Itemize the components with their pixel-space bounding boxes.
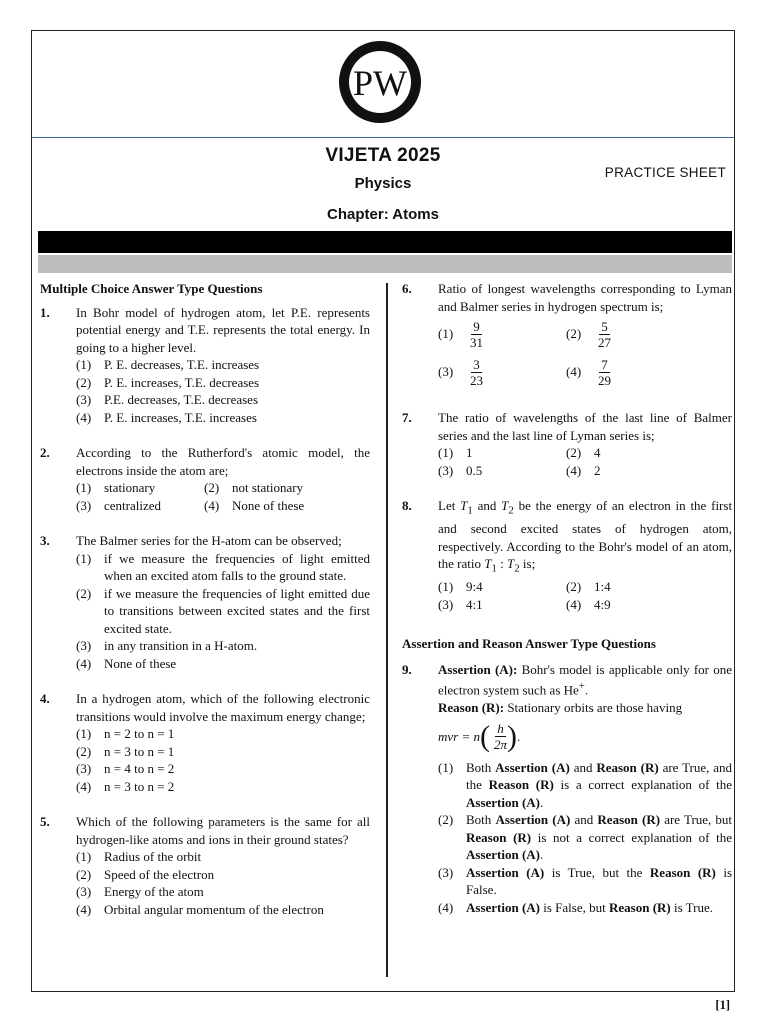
- option: (2) 4: [566, 445, 601, 460]
- question-number: 8.: [402, 498, 412, 513]
- option: (2) P. E. increases, T.E. decreases: [76, 374, 260, 390]
- question-text: According to the Rutherford's atomic model, the electrons inside the atom are;: [76, 445, 370, 478]
- option: (1) stationary: [76, 480, 156, 495]
- pw-logo: [338, 40, 422, 124]
- option: (1) P. E. decreases, T.E. increases: [76, 357, 260, 372]
- option: (4) n = 3 to n = 2: [76, 778, 175, 794]
- fraction: $\frac{7}{29}$: [598, 356, 611, 388]
- option: (3) in any transition in a H-atom.: [76, 638, 258, 653]
- option: (3) n = 4 to n = 2: [76, 761, 175, 776]
- question-text: Which of the following parameters is the same for all hydrogen-like atoms and ions in their ground states?: [76, 814, 370, 847]
- question-1: [40, 304, 370, 427]
- question-number: 4.: [40, 691, 50, 706]
- question-text: The ratio of wavelengths of the last line of Balmer series and the last line of Lyman series is;: [438, 410, 732, 443]
- right-column: [402, 280, 732, 930]
- option: (2) not stationary: [204, 480, 304, 495]
- question-number: 9.: [402, 661, 412, 677]
- option: (2) 1:4: [566, 579, 611, 595]
- option: (4) None of these: [76, 655, 177, 671]
- question-number: 1.: [40, 304, 50, 320]
- option: (2) $\frac{5}{27}$: [566, 318, 611, 350]
- option: (2) n = 3 to n = 1: [76, 743, 175, 759]
- question-number: 7.: [402, 410, 412, 425]
- sheet-title: VIJETA 2025: [325, 145, 441, 166]
- option: (3) Energy of the atom: [76, 884, 204, 899]
- question-7: [402, 409, 732, 479]
- question-text: Ratio of longest wavelengths corresponding to Lyman and Balmer series in hydrogen spectrum is;: [438, 281, 732, 314]
- option: (4) Orbital angular momentum of the electron: [76, 901, 324, 917]
- question-text: In a hydrogen atom, which of the following electronic transitions would involve the maximum energy change;: [76, 691, 370, 724]
- question-2: [40, 444, 370, 514]
- left-column: [40, 280, 370, 932]
- option: (3) centralized: [76, 497, 162, 513]
- question-8: [402, 497, 732, 613]
- option: (1) Radius of the orbit: [76, 849, 202, 864]
- assertion: Assertion (A): Bohr's model is applicable only for one electron system such as He+.: [438, 661, 732, 698]
- chapter: Chapter: Atoms: [327, 206, 439, 223]
- page-number: [1]: [715, 998, 730, 1012]
- option: (3) 0.5: [438, 462, 483, 478]
- subject: Physics: [354, 175, 412, 192]
- sheet-type: PRACTICE SHEET: [604, 165, 726, 180]
- reason-equation: mvr = n ( $\frac{h}{2\pi}$ ) .: [438, 719, 521, 753]
- question-4: [40, 690, 370, 795]
- fraction: $\frac{5}{27}$: [598, 318, 611, 350]
- option: (4) Assertion (A) is False, but Reason (R) is True.: [438, 899, 714, 915]
- option: (4) $\frac{7}{29}$: [566, 356, 611, 388]
- gray-band: [38, 255, 732, 273]
- option: (3) 4:1: [438, 596, 483, 612]
- option: (4) P. E. increases, T.E. increases: [76, 409, 257, 425]
- question-number: 5.: [40, 814, 50, 829]
- question-text: In Bohr model of hydrogen atom, let P.E. represents potential energy and T.E. represents the total energy. In going to a higher level.: [76, 304, 370, 355]
- question-number: 6.: [402, 281, 412, 296]
- header-divider: [32, 137, 734, 138]
- question-number: 2.: [40, 445, 50, 460]
- black-band: [38, 231, 732, 253]
- fraction: $\frac{9}{31}$: [470, 318, 483, 350]
- option: (3) Assertion (A) is True, but the Reason (R) is False.: [438, 864, 733, 898]
- logo-text: PW: [353, 63, 407, 103]
- option: (4) 4:9: [566, 596, 611, 612]
- section-heading: Assertion and Reason Answer Type Questions: [402, 636, 656, 652]
- reason: Reason (R): Stationary orbits are those having: [438, 700, 683, 716]
- option: (1) Both Assertion (A) and Reason (R) are True, and the Reason (R) is a correct explanation of the Assertion (A).: [438, 759, 733, 810]
- question-number: 3.: [40, 533, 50, 548]
- question-9: [402, 661, 732, 916]
- question-5: [40, 813, 370, 918]
- header: [32, 143, 734, 223]
- option: (4) None of these: [204, 497, 305, 513]
- question-6: [402, 280, 732, 391]
- option: (3) $\frac{3}{23}$: [438, 356, 483, 388]
- question-text: The Balmer series for the H-atom can be observed;: [76, 533, 342, 548]
- option: (1) n = 2 to n = 1: [76, 726, 175, 741]
- option: (1) 9:4: [438, 579, 483, 595]
- column-divider: [386, 283, 388, 977]
- fraction: $\frac{3}{23}$: [470, 356, 483, 388]
- option: (1) $\frac{9}{31}$: [438, 318, 483, 350]
- option: (2) if we measure the frequencies of light emitted due to transitions between excited states and the first excited state.: [76, 585, 370, 636]
- option: (2) Both Assertion (A) and Reason (R) are True, but Reason (R) is not a correct explanation of the Assertion (A).: [438, 812, 733, 863]
- option: (4) 2: [566, 462, 601, 478]
- option: (1) if we measure the frequencies of light emitted when an excited atom falls to the ground state.: [76, 550, 370, 583]
- option: (2) Speed of the electron: [76, 866, 215, 882]
- section-heading: Multiple Choice Answer Type Questions: [40, 281, 263, 296]
- option: (1) 1: [438, 445, 473, 460]
- option: (3) P.E. decreases, T.E. decreases: [76, 392, 259, 407]
- question-text: Let $T_1$ and $T_2$ be the energy of an electron in the first and second excited states of hydrogen atom, respectively. According to the Bohr's model of an atom, the ratio $T_1$ : $T_2$ is;: [438, 498, 733, 575]
- question-3: [40, 532, 370, 672]
